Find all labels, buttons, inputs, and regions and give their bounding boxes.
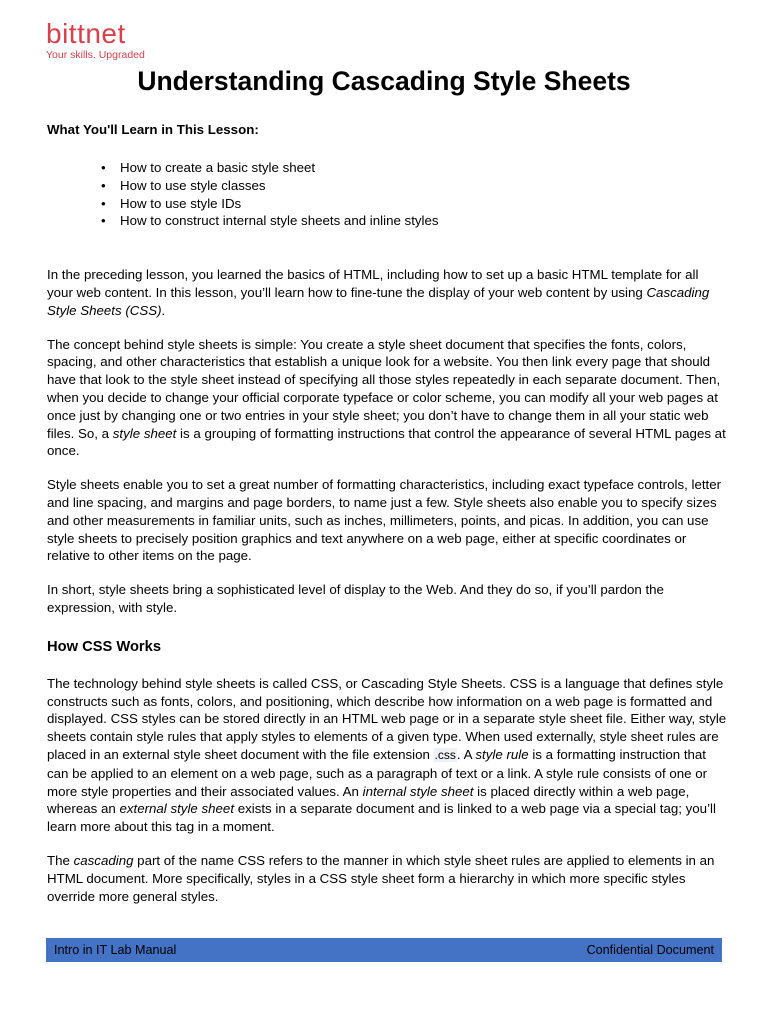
learn-list <box>47 159 727 230</box>
page-footer <box>46 938 722 962</box>
learn-list-item: • How to construct internal style sheets and inline styles <box>101 213 439 229</box>
bullet-icon: • <box>101 160 106 175</box>
learn-list-item: • How to use style classes <box>101 177 266 193</box>
cascading-paragraph: The cascading part of the name CSS refers to the manner in which style sheet rules are applied to elements in an HTML document. More specifically, styles in a CSS style sheet form a hierarchy in which more specific styles override more general styles. <box>47 852 715 904</box>
company-logo <box>46 20 145 61</box>
footer-right-text: Confidential Document <box>586 943 714 957</box>
intro-paragraph: In the preceding lesson, you learned the basics of HTML, including how to set up a basic HTML template for all your web content. In this lesson, you’ll learn how to fine-tune the display of your web content by using Cascading Style Sheets (CSS). <box>47 267 710 318</box>
logo-wordmark: bittnet <box>46 18 126 49</box>
page-title: Understanding Cascading Style Sheets <box>137 66 631 96</box>
bullet-icon: • <box>101 195 106 211</box>
bullet-icon: • <box>101 213 106 229</box>
section-heading: How CSS Works <box>47 638 161 655</box>
features-paragraph: Style sheets enable you to set a great number of formatting characteristics, including exact typeface controls, letter and line spacing, and margins and page borders, to name just a few. Style sheets also enable you to specify sizes and other measurements in familiar units, such as inches, millimeters, points, and picas. In addition, you can use style sheets to precisely position graphics and text anywhere on a web page, either at specific coordinates or relative to other items on the page. <box>47 477 722 564</box>
summary-paragraph: In short, style sheets bring a sophisticated level of display to the Web. And they do so, if you’ll pardon the expression, with style. <box>47 582 664 615</box>
learn-list-item: • How to create a basic style sheet <box>101 160 316 175</box>
concept-paragraph: The concept behind style sheets is simple: You create a style sheet document that specifies the fonts, colors, spacing, and other characteristics that establish a unique look for a website. You then link every page that should have that look to the style sheet instead of specifying all those styles repeatedly in each separate document. Then, when you decide to change your official corporate typeface or color scheme, you can modify all your web pages at once just by changing one or two entries in your style sheet; you don’t have to change them in all your static web files. So, a style sheet is a grouping of formatting instructions that control the appearance of several HTML pages at once. <box>47 336 726 459</box>
file-extension: .css <box>434 747 456 762</box>
learn-list-item: • How to use style IDs <box>101 195 242 211</box>
css-works-paragraph: The technology behind style sheets is called CSS, or Cascading Style Sheets. CSS is a language that defines style constructs such as fonts, colors, and positioning, which describe how information on a web page is formatted and displayed. CSS styles can be stored directly in an HTML web page or in a separate style sheet file. Either way, style sheets contain style rules that apply styles to elements of a given type. When used externally, style sheet rules are placed in an external style sheet document with the file extension .css. A style rule is a formatting instruction that can be applied to an element on a web page, such as a paragraph of text or a link. A style rule consists of one or more style properties and their associated values. An internal style sheet is placed directly within a web page, whereas an external style sheet exists in a separate document and is linked to a web page via a special tag; you’ll learn more about this tag in a moment. <box>47 675 727 835</box>
document-content <box>47 121 727 905</box>
logo-tagline: Your skills. Upgraded <box>46 49 145 61</box>
footer-left-text: Intro in IT Lab Manual <box>54 943 177 957</box>
bullet-icon: • <box>101 177 106 193</box>
learn-heading: What You'll Learn in This Lesson: <box>47 122 259 137</box>
